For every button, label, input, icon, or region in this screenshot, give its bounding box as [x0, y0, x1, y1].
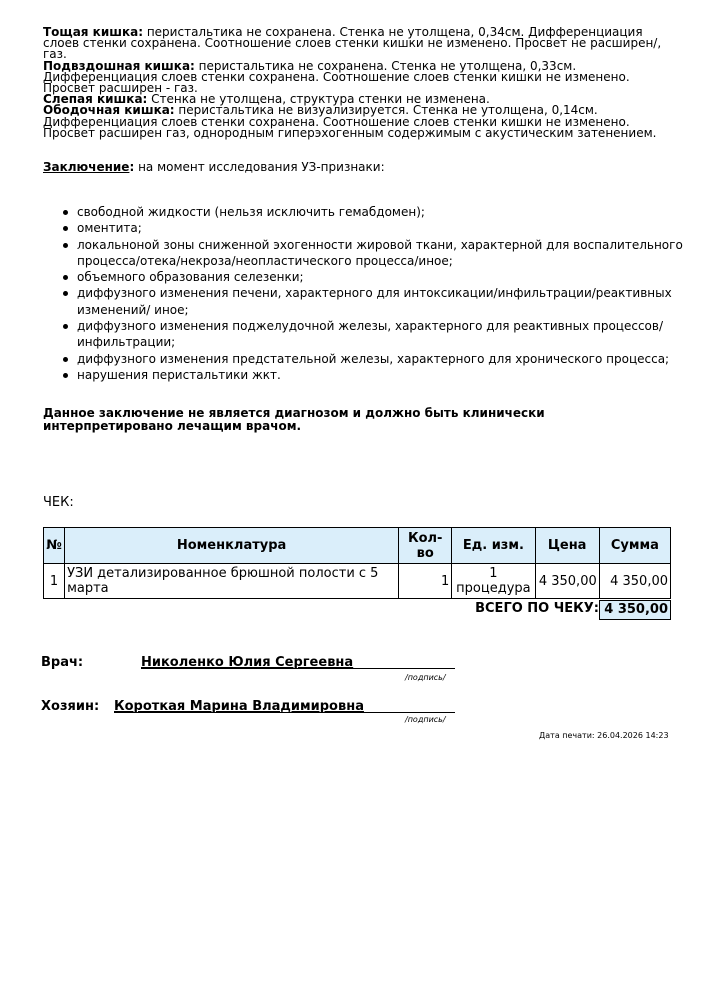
finding-cecum: Слепая кишка: Стенка не утолщена, структура стенки не изменена. [43, 92, 490, 107]
list-item: объемного образования селезенки; [77, 269, 683, 285]
list-item: оментита; [77, 220, 683, 236]
doctor-signature-caption: /подпись/ [405, 673, 446, 682]
row-sum: 4 350,00 [599, 564, 670, 599]
table-row [44, 564, 671, 599]
doctor-name: Николенко Юлия Сергеевна [141, 655, 354, 670]
total-row [43, 600, 671, 620]
col-sum-header: Сумма [599, 528, 670, 564]
doctor-signature-line [141, 668, 455, 669]
list-item: свободной жидкости (нельзя исключить гемабдомен); [77, 204, 683, 220]
list-item: нарушения перистальтики жкт. [77, 367, 683, 383]
list-item: локальноной зоны сниженной эхогенности жировой ткани, характерной для воспалительного процесса/отека/некроза/неопластического процесса/иное; [77, 237, 683, 268]
col-qty-header: Кол-во [399, 528, 452, 564]
row-name: УЗИ детализированное брюшной полости с 5 марта [65, 564, 399, 599]
total-label: ВСЕГО ПО ЧЕКУ: [475, 601, 599, 616]
check-table [43, 527, 671, 599]
total-value: 4 350,00 [599, 600, 671, 620]
col-price-header: Цена [535, 528, 599, 564]
finding-jejunum: Тощая кишка: перистальтика не сохранена. Стенка не утолщена, 0,34см. Дифференциация слоев стенки сохранена. Соотношение слоев стенки кишки не изменено. Просвет не расширен/, газ. [43, 25, 662, 62]
conclusion-label: Заключение [43, 160, 130, 174]
check-label: ЧЕК: [43, 495, 74, 510]
disclaimer: Данное заключение не является диагнозом и должно быть клинически интерпретировано лечащим врачом. [43, 406, 545, 433]
col-num-header: № [44, 528, 65, 564]
table-header-row [44, 528, 671, 564]
list-item: диффузного изменения поджелудочной железы, характерного для реактивных процессов/инфильтрации; [77, 318, 683, 351]
row-unit: 1 процедура [452, 564, 535, 599]
col-name-header: Номенклатура [65, 528, 399, 564]
list-item: диффузного изменения печени, характерного для интоксикации/инфильтрации/реактивных изменений/ иное; [77, 285, 683, 318]
print-date: Дата печати: 26.04.2026 14:23 [539, 731, 669, 740]
owner-name: Короткая Марина Владимировна [114, 699, 364, 714]
conclusion-list [43, 204, 683, 383]
owner-label: Хозяин: [41, 699, 100, 714]
finding-colon: Ободочная кишка: перистальтика не визуализируется. Стенка не утолщена, 0,14см. Дифференциация слоев стенки сохранена. Соотношение слоев стенки кишки не изменено. Просвет расширен газ, однородным гиперэхогенным содержимым с акустическим затенением. [43, 103, 657, 140]
row-num: 1 [44, 564, 65, 599]
row-qty: 1 [399, 564, 452, 599]
owner-signature-caption: /подпись/ [405, 715, 446, 724]
list-item: диффузного изменения предстательной железы, характерного для хронического процесса; [77, 351, 683, 367]
row-price: 4 350,00 [535, 564, 599, 599]
owner-signature-line [114, 712, 455, 713]
conclusion-intro: на момент исследования УЗ-признаки: [134, 160, 385, 174]
findings-section [43, 27, 673, 139]
finding-ileum: Подвздошная кишка: перистальтика не сохранена. Стенка не утолщена, 0,33см. Дифференциация слоев стенки сохранена. Соотношение слоев стенки кишки не изменено. Просвет расширен - газ. [43, 58, 630, 96]
conclusion-heading: Заключение: на момент исследования УЗ-признаки: [43, 160, 385, 174]
col-unit-header: Ед. изм. [452, 528, 535, 564]
doctor-label: Врач: [41, 655, 84, 670]
